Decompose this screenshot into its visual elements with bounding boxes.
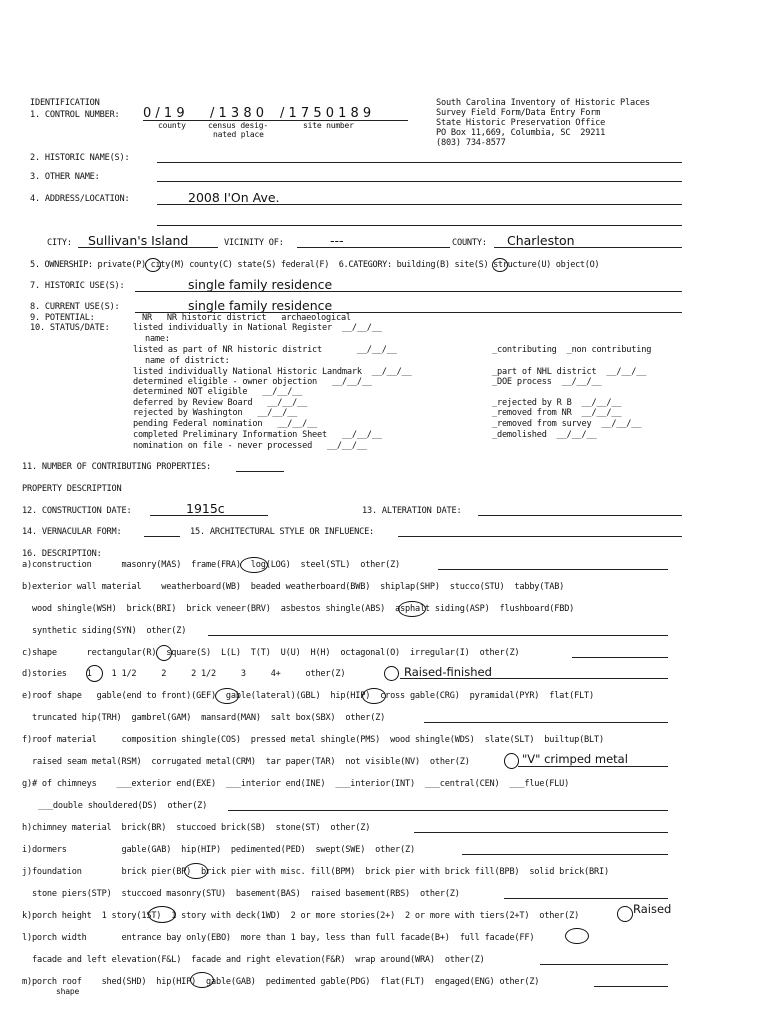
status-item: listed individually National Historic Landmark __/__/__	[133, 367, 412, 377]
other-name-label: 3. OTHER NAME:	[30, 172, 100, 182]
shape-row: c)shape rectangular(R) square(S) L(L) T(T) U(U) H(H) octagonal(O) irregular(I) other(Z)	[22, 648, 520, 658]
construction-date-line	[150, 515, 268, 516]
status-right-item: _rejected by R B __/__/__	[492, 398, 622, 408]
roof-shape-row: e)roof shape gable(end to front)(GEF) gable(lateral)(GBL) hip(HIP) cross gable(CRG) pyramidal(PYR) flat(FLT)	[22, 691, 594, 701]
construction-row: a)construction masonry(MAS) frame(FRA) log(LOG) steel(STL) other(Z)	[22, 560, 401, 570]
roof-material-other-line	[518, 766, 668, 767]
porch-roof-row: m)porch roof shed(SHD) hip(HIP) gable(GAB) pedimented gable(PDG) flat(FLT) engaged(ENG) other(Z)	[22, 977, 540, 987]
roof-material-row: f)roof material composition shingle(COS) pressed metal shingle(PMS) wood shingle(WDS) slate(SLT) builtup(BLT)	[22, 735, 604, 745]
porch-roof-shape-label: shape	[56, 987, 80, 996]
status-item: rejected by Washington __/__/__	[133, 408, 298, 418]
exterior-wall-row-2: wood shingle(WSH) brick(BRI) brick veneer(BRV) asbestos shingle(ABS) asphalt siding(ASP) flushboard(FBD)	[32, 604, 575, 614]
construction-date-label: 12. CONSTRUCTION DATE:	[22, 506, 132, 516]
status-right-item: _DOE process __/__/__	[492, 377, 602, 387]
site-caption: site number	[303, 121, 354, 130]
porch-width-other-line[interactable]	[540, 964, 668, 965]
potential-options: NR NR historic district archaeological	[142, 313, 351, 323]
address-value: 2008 I'On Ave.	[188, 190, 280, 205]
city-label: CITY:	[47, 238, 72, 248]
potential-label: 9. POTENTIAL:	[30, 313, 95, 323]
porch-height-other-value: Raised	[633, 902, 672, 916]
dormers-other-line[interactable]	[462, 854, 668, 855]
historic-use-value: single family residence	[188, 277, 333, 292]
agency-line-5: (803) 734-8577	[436, 138, 506, 148]
private-circle	[145, 258, 161, 272]
current-use-value: single family residence	[188, 298, 333, 313]
porch-hip-circle	[190, 972, 214, 988]
identification-heading: IDENTIFICATION	[30, 98, 100, 108]
status-item: name:	[145, 334, 170, 344]
city-value: Sullivan's Island	[88, 233, 189, 248]
property-description-heading: PROPERTY DESCRIPTION	[22, 484, 122, 494]
shape-other-line[interactable]	[572, 657, 668, 658]
chimneys-row: g)# of chimneys ___exterior end(EXE) ___interior end(INE) ___interior(INT) ___central(CEN) ___flue(FLU)	[22, 779, 570, 789]
other-name-line[interactable]	[157, 181, 682, 182]
status-item: deferred by Review Board __/__/__	[133, 398, 308, 408]
roof-material-row-2: raised seam metal(RSM) corrugated metal(CRM) tar paper(TAR) not visible(NV) other(Z)	[32, 757, 470, 767]
ownership-category-line: 5. OWNERSHIP: private(P) city(M) county(C) state(S) federal(F) 6.CATEGORY: building(B) site(S) structure(U) object(O)	[30, 260, 600, 270]
status-right-item: _demolished __/__/__	[492, 430, 597, 440]
porch-roof-other-line[interactable]	[594, 986, 668, 987]
agency-line-4: PO Box 11,669, Columbia, SC 29211	[436, 128, 606, 138]
stories-other-line	[400, 678, 668, 679]
address-label: 4. ADDRESS/LOCATION:	[30, 194, 130, 204]
frame-circle	[240, 557, 268, 573]
census-number: / 1 3 8 0	[210, 106, 264, 121]
control-number-label: 1. CONTROL NUMBER:	[30, 110, 120, 120]
status-right-item: _removed from survey __/__/__	[492, 419, 642, 429]
construction-other-line[interactable]	[438, 569, 668, 570]
roof-shape-other-line[interactable]	[424, 722, 668, 723]
chimneys-other-line[interactable]	[228, 810, 668, 811]
site-number: / 1 7 5 0 1 8 9	[280, 106, 372, 121]
building-circle	[492, 258, 508, 272]
county-number: 0 / 1 9	[143, 106, 185, 121]
arch-style-label: 15. ARCHITECTURAL STYLE OR INFLUENCE:	[190, 527, 375, 537]
exterior-other-line[interactable]	[208, 635, 668, 636]
contributing-label: 11. NUMBER OF CONTRIBUTING PROPERTIES:	[22, 462, 212, 472]
city-line	[78, 247, 218, 248]
roof-material-other-value: "V" crimped metal	[522, 752, 628, 766]
census-caption-2: nated place	[213, 130, 264, 139]
foundation-row-2: stone piers(STP) stuccoed masonry(STU) basement(BAS) raised basement(RBS) other(Z)	[32, 889, 460, 899]
status-item: listed as part of NR historic district __/__/__	[133, 345, 397, 355]
stories-one-circle	[86, 665, 103, 682]
dormers-row: i)dormers gable(GAB) hip(HIP) pedimented(PED) swept(SWE) other(Z)	[22, 845, 415, 855]
contributing-line[interactable]	[236, 471, 284, 472]
full-facade-circle	[565, 928, 589, 944]
status-item: name of district:	[145, 356, 230, 366]
foundation-other-line[interactable]	[504, 898, 668, 899]
exterior-wall-row: b)exterior wall material weatherboard(WB) beaded weatherboard(BWB) shiplap(SHP) stucco(STU) tabby(TAB)	[22, 582, 565, 592]
vicinity-line	[297, 247, 450, 248]
agency-line-2: Survey Field Form/Data Entry Form	[436, 108, 601, 118]
status-item: listed individually in National Register __/__/__	[133, 323, 382, 333]
stories-other-circle	[384, 666, 399, 681]
vernacular-form-line[interactable]	[144, 536, 180, 537]
census-caption: census desig-	[208, 121, 269, 130]
alteration-date-line[interactable]	[478, 515, 682, 516]
status-label: 10. STATUS/DATE:	[30, 323, 110, 333]
historic-name-line[interactable]	[157, 162, 682, 163]
stories-row: d)stories 1 1 1/2 2 2 1/2 3 4+ other(Z)	[22, 669, 346, 679]
porch-height-other-circle	[617, 906, 633, 922]
porch-width-row-2: facade and left elevation(F&L) facade and right elevation(F&R) wrap around(WRA) other(Z)	[32, 955, 485, 965]
vicinity-label: VICINITY OF:	[224, 238, 284, 248]
arch-style-line[interactable]	[398, 536, 682, 537]
agency-line-1: South Carolina Inventory of Historic Places	[436, 98, 650, 108]
address-line-2[interactable]	[157, 225, 682, 226]
county-caption: county	[158, 121, 186, 130]
status-item: pending Federal nomination __/__/__	[133, 419, 318, 429]
brick-pier-circle	[184, 863, 208, 879]
status-item: completed Preliminary Information Sheet __/__/__	[133, 430, 382, 440]
rectangular-circle	[156, 645, 172, 661]
historic-name-label: 2. HISTORIC NAME(S):	[30, 153, 130, 163]
roof-material-other-circle	[504, 753, 519, 769]
county-label: COUNTY:	[452, 238, 487, 248]
description-label: 16. DESCRIPTION:	[22, 549, 102, 559]
foundation-row: j)foundation brick pier(BP) brick pier with misc. fill(BPM) brick pier with brick fill(BPB) solid brick(BRI)	[22, 867, 609, 877]
construction-date-value: 1915c	[186, 501, 225, 516]
gable-end-circle	[215, 688, 239, 704]
alteration-date-label: 13. ALTERATION DATE:	[362, 506, 462, 516]
vicinity-value: ---	[330, 233, 344, 248]
status-item: nomination on file - never processed __/__/__	[133, 441, 367, 451]
historic-use-line	[135, 291, 682, 292]
chimney-material-other-line[interactable]	[414, 832, 668, 833]
chimneys-row-2: ___double shouldered(DS) other(Z)	[38, 801, 208, 811]
stories-other-value: Raised-finished	[404, 665, 492, 679]
status-right-item: _removed from NR __/__/__	[492, 408, 622, 418]
address-line[interactable]	[157, 204, 682, 205]
status-right-item: _part of NHL district __/__/__	[492, 367, 647, 377]
historic-use-label: 7. HISTORIC USE(S):	[30, 281, 125, 291]
porch-width-row: l)porch width entrance bay only(EBO) more than 1 bay, less than full facade(B+) full facade(FF)	[22, 933, 535, 943]
vernacular-form-label: 14. VERNACULAR FORM:	[22, 527, 122, 537]
roof-shape-row-2: truncated hip(TRH) gambrel(GAM) mansard(MAN) salt box(SBX) other(Z)	[32, 713, 386, 723]
current-use-label: 8. CURRENT USE(S):	[30, 302, 120, 312]
asbestos-circle	[398, 601, 426, 617]
chimney-material-row: h)chimney material brick(BR) stuccoed brick(SB) stone(ST) other(Z)	[22, 823, 371, 833]
one-story-circle	[148, 906, 176, 923]
exterior-wall-row-3: synthetic siding(SYN) other(Z)	[32, 626, 187, 636]
county-value: Charleston	[507, 233, 575, 248]
status-right-item: _contributing _non contributing	[492, 345, 652, 355]
hip-circle	[362, 688, 386, 704]
agency-line-3: State Historic Preservation Office	[436, 118, 606, 128]
county-line	[494, 247, 682, 248]
porch-height-row: k)porch height 1 story(1ST) 1 story with deck(1WD) 2 or more stories(2+) 2 or more with tiers(2+T) other(Z)	[22, 911, 580, 921]
status-item: determined eligible - owner objection __/__/__	[133, 377, 372, 387]
status-item: determined NOT eligible __/__/__	[133, 387, 303, 397]
